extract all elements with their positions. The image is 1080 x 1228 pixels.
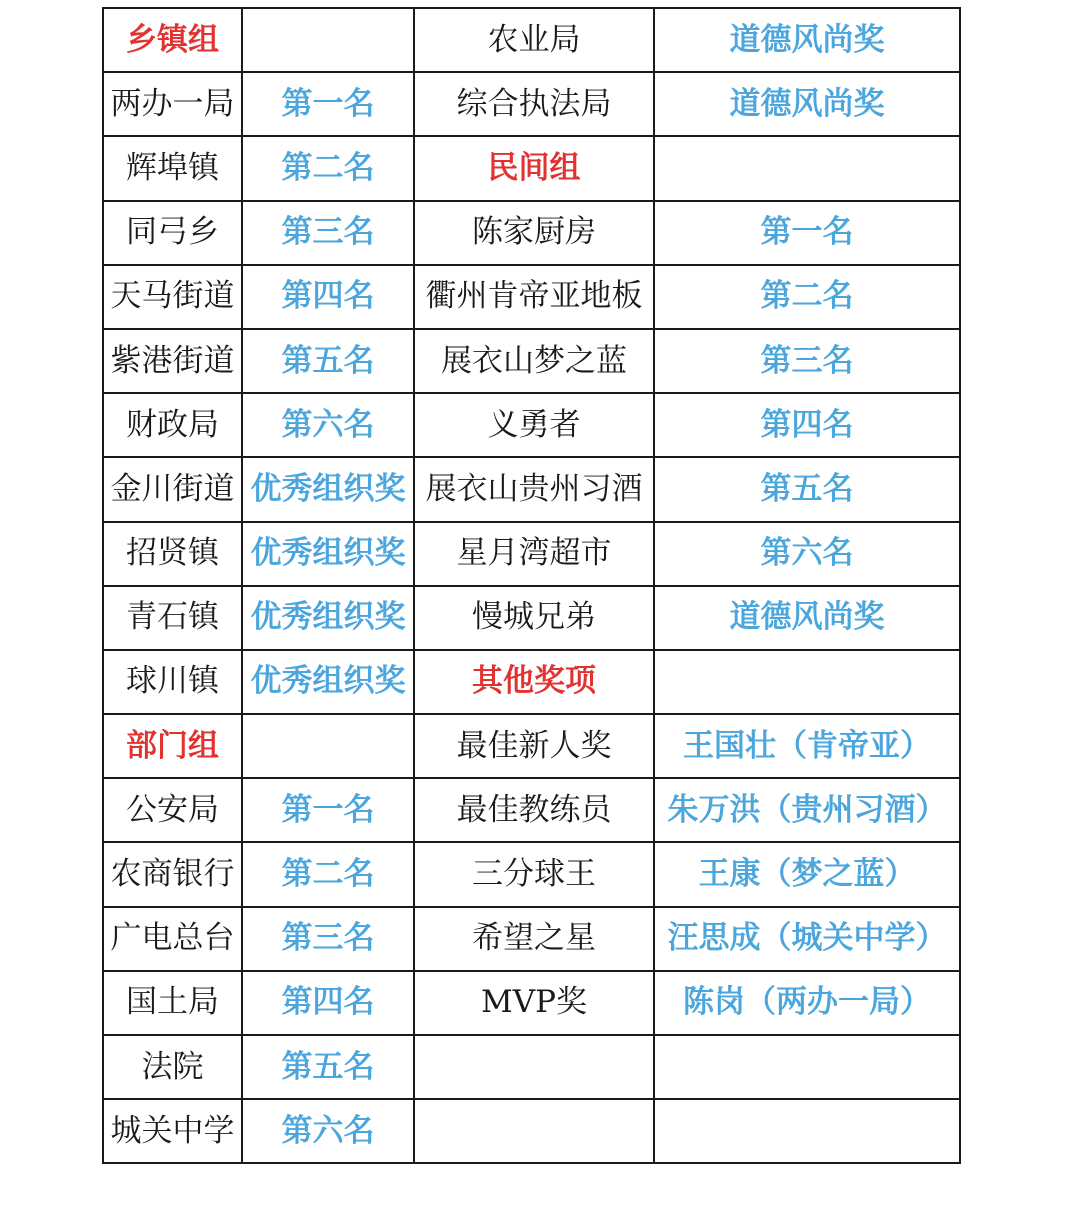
table-cell-entry-award: 第四名 [654,393,960,457]
table-row [103,650,960,714]
table-row [103,329,960,393]
table-cell-entry-award [654,1099,960,1163]
table-row [103,393,960,457]
table-cell-team: 部门组 [103,714,242,778]
table-row [103,714,960,778]
table-row [103,1099,960,1163]
table-row [103,8,960,72]
table-cell-team-award: 第一名 [242,778,414,842]
table-cell-entry: 陈家厨房 [414,201,654,265]
table-cell-team: 两办一局 [103,72,242,136]
table-cell-entry: 希望之星 [414,907,654,971]
table-cell-team: 广电总台 [103,907,242,971]
table-cell-entry: 展衣山贵州习酒 [414,457,654,521]
table-cell-team-award: 第三名 [242,907,414,971]
table-cell-team-award: 第二名 [242,136,414,200]
table-cell-entry: 民间组 [414,136,654,200]
table-cell-entry: 三分球王 [414,842,654,906]
table-cell-team: 天马街道 [103,265,242,329]
table-cell-team: 招贤镇 [103,522,242,586]
table-cell-team-award: 优秀组织奖 [242,522,414,586]
table-cell-entry-award: 王康（梦之蓝） [654,842,960,906]
table-cell-team-award [242,714,414,778]
table-row [103,522,960,586]
awards-table-body [103,8,960,1163]
table-cell-entry: 农业局 [414,8,654,72]
table-cell-team-award: 第六名 [242,1099,414,1163]
table-cell-team-award: 第五名 [242,329,414,393]
table-cell-team-award [242,8,414,72]
table-cell-team: 国土局 [103,971,242,1035]
table-cell-team-award: 第六名 [242,393,414,457]
table-cell-entry-award: 第三名 [654,329,960,393]
table-cell-entry: 其他奖项 [414,650,654,714]
table-cell-team-award: 第四名 [242,265,414,329]
table-cell-team: 城关中学 [103,1099,242,1163]
table-cell-entry-award: 朱万洪（贵州习酒） [654,778,960,842]
table-cell-team: 球川镇 [103,650,242,714]
table-cell-team-award: 第三名 [242,201,414,265]
table-row [103,457,960,521]
table-cell-team: 公安局 [103,778,242,842]
table-cell-team: 农商银行 [103,842,242,906]
table-cell-entry-award: 王国壮（肯帝亚） [654,714,960,778]
table-cell-team: 青石镇 [103,586,242,650]
table-cell-entry-award: 道德风尚奖 [654,8,960,72]
table-cell-entry-award [654,1035,960,1099]
table-cell-entry: 星月湾超市 [414,522,654,586]
table-row [103,72,960,136]
table-cell-entry-award: 汪思成（城关中学） [654,907,960,971]
table-cell-entry-award [654,136,960,200]
table-row [103,842,960,906]
table-cell-entry: 衢州肯帝亚地板 [414,265,654,329]
table-cell-entry-award: 道德风尚奖 [654,586,960,650]
table-cell-entry-award: 第一名 [654,201,960,265]
table-cell-team: 法院 [103,1035,242,1099]
table-cell-team: 金川街道 [103,457,242,521]
table-row [103,907,960,971]
table-cell-entry-award: 道德风尚奖 [654,72,960,136]
table-row [103,265,960,329]
table-cell-entry: MVP奖 [414,971,654,1035]
table-cell-entry-award: 第五名 [654,457,960,521]
table-cell-entry: 综合执法局 [414,72,654,136]
table-cell-team: 同弓乡 [103,201,242,265]
table-cell-team: 紫港街道 [103,329,242,393]
table-cell-entry-award: 第六名 [654,522,960,586]
table-cell-team-award: 第四名 [242,971,414,1035]
table-cell-team: 乡镇组 [103,8,242,72]
table-cell-entry: 展衣山梦之蓝 [414,329,654,393]
table-cell-team-award: 第五名 [242,1035,414,1099]
table-cell-team-award: 优秀组织奖 [242,457,414,521]
table-row [103,586,960,650]
table-cell-entry: 义勇者 [414,393,654,457]
table-cell-entry-award: 第二名 [654,265,960,329]
table-cell-entry: 慢城兄弟 [414,586,654,650]
table-cell-team-award: 第二名 [242,842,414,906]
table-cell-entry: 最佳新人奖 [414,714,654,778]
table-row [103,136,960,200]
table-row [103,201,960,265]
table-cell-team: 财政局 [103,393,242,457]
table-cell-team: 辉埠镇 [103,136,242,200]
table-cell-entry [414,1099,654,1163]
table-cell-team-award: 优秀组织奖 [242,650,414,714]
table-cell-entry-award [654,650,960,714]
table-cell-entry-award: 陈岗（两办一局） [654,971,960,1035]
table-row [103,778,960,842]
table-row [103,1035,960,1099]
table-row [103,971,960,1035]
table-cell-entry [414,1035,654,1099]
table-cell-team-award: 优秀组织奖 [242,586,414,650]
table-cell-team-award: 第一名 [242,72,414,136]
awards-table [102,7,961,1164]
table-cell-entry: 最佳教练员 [414,778,654,842]
